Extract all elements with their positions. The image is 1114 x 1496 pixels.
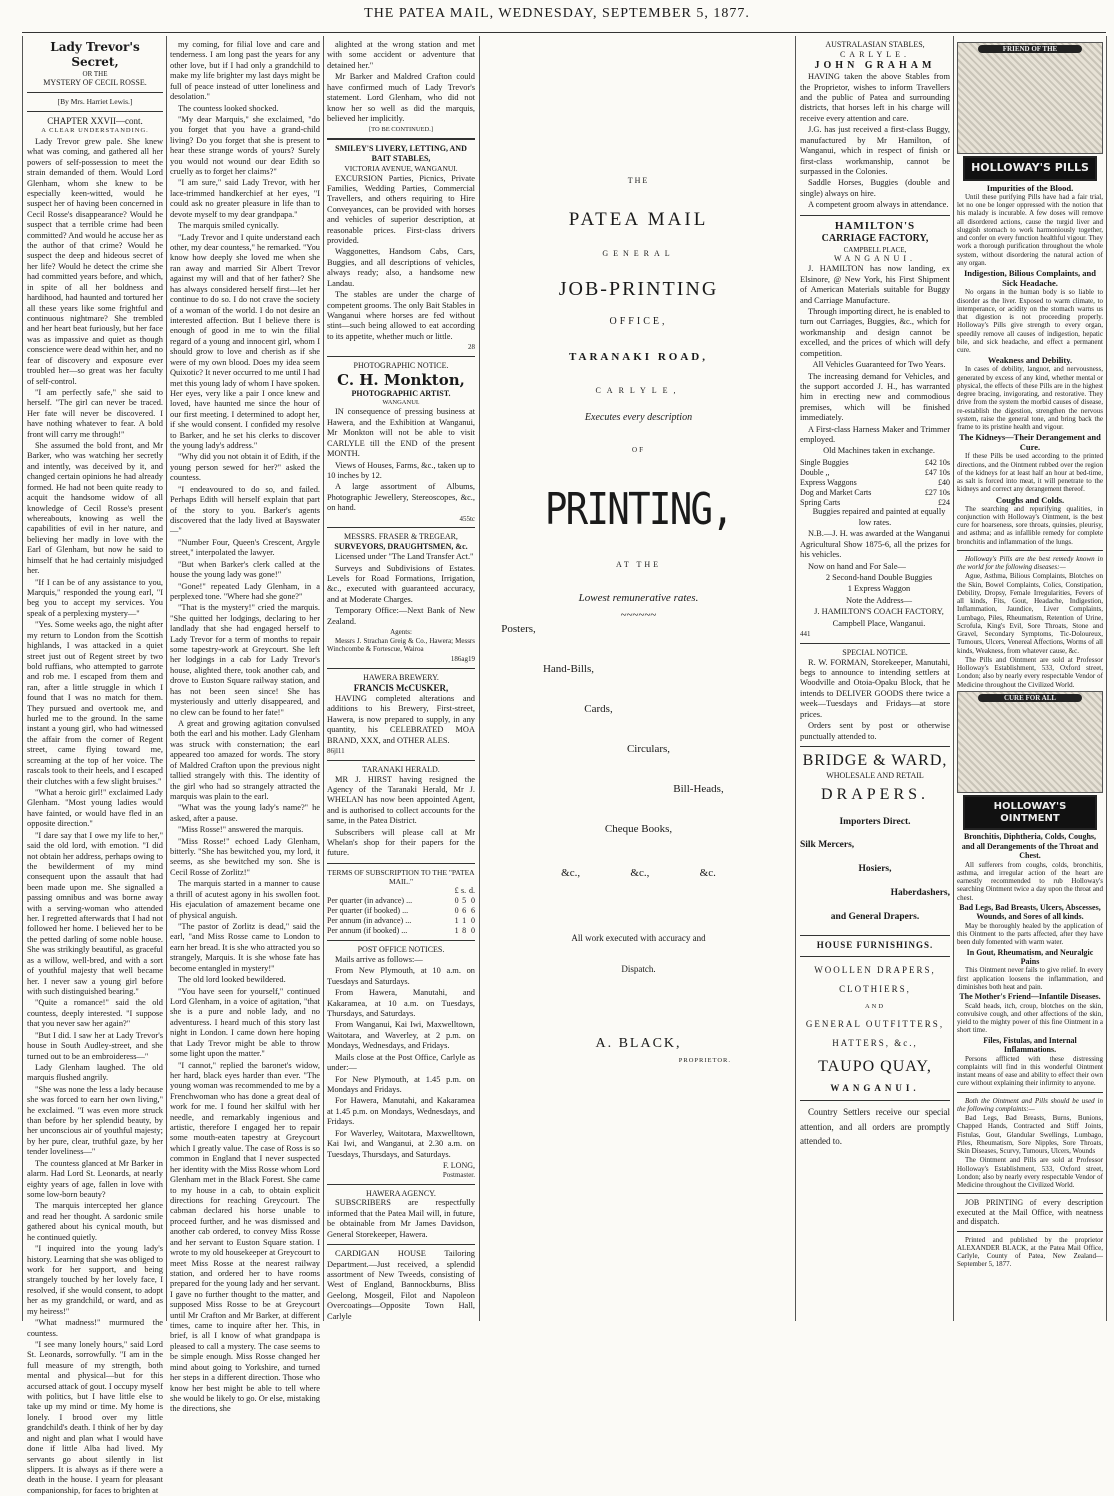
column-rule (166, 36, 167, 1321)
divider (800, 935, 950, 936)
terms-cell: 6 (462, 906, 467, 916)
ad-place: CAMPBELL PLACE, (843, 245, 907, 254)
ad-heading: PHOTOGRAPHIC NOTICE. (353, 360, 449, 370)
ad-text: Campbell Place, Wanganui. (832, 618, 926, 628)
ad-of: OF (632, 446, 645, 455)
job-etc-item: &c., (630, 867, 650, 880)
divider (327, 940, 475, 941)
paragraph: "I am sure," said Lady Trevor, with her lace-trimmed handkerchief at her eyes, "I could ask no greater pleasure in life than to devote myself to my dear grandpapa." (170, 178, 320, 219)
section-title: Files, Fistulas, and Internal Inflammations. (983, 1035, 1077, 1055)
terms-cell: Per quarter (if booked) ... (327, 906, 409, 916)
ad-job-printing: JOB-PRINTING (558, 278, 719, 301)
price-table (800, 458, 950, 508)
ad-dispatch: Dispatch. (621, 964, 656, 974)
ad-subheading: CARRIAGE FACTORY, (821, 233, 929, 245)
paragraph: She assumed the bold front, and Mr Barker, who was watching her secretly and intently, was deceived by it, and changed certain opinions he had already formed. He had not been quite ready to acquit the handsome widow of all knowledge of Cecil Rosse's present whereabouts, knowing as well the capabilities of evil in her nature, and believing her madly in love with the Earl of Glenham, but now he said to himself that he had certainly misjudged her. (27, 441, 163, 576)
holloway-ointment-emblem (957, 691, 1103, 793)
ad-place: WANGANUI. (382, 399, 420, 407)
divider (327, 527, 475, 528)
ad-name: FRANCIS McCUSKER, (353, 682, 449, 693)
paragraph: The old lord looked bewildered. (178, 975, 286, 985)
section-title: Indigestion, Bilious Complaints, and Sick Headache. (963, 268, 1097, 289)
bw-item: HATTERS, &c., (832, 1038, 918, 1049)
terms-cell: 1 (454, 926, 459, 936)
column-rule (795, 36, 796, 1321)
section-text: The Pills and Ointment are sold at Professor Holloway's Establishment, 533, Oxford street, London; also by nearly every respectable Vendor of Medicine throughout the Civilized World. (957, 655, 1103, 689)
ad-text: All Vehicles Guaranteed for Two Years. (812, 360, 946, 370)
postmaster-title: Postmaster. (442, 1170, 475, 1179)
paragraph: "I endeavoured to do so, and failed. Perhaps Edith will herself explain that part of the story to you. Barker's agents discovered that the lady lived at Bayswater—" (170, 484, 320, 536)
column-rule (479, 36, 480, 1321)
agents-heading: Agents: (390, 628, 412, 637)
ad-text: CARDIGAN HOUSE Tailoring Department.—Just received, a splendid assortment of New Tweeds, consisting of West of England, Bannockburns, Bliss Geelong, Mosgeil, Filot and Napoleon Overcoatings—Opposite Town Hall, Carlyle (327, 1249, 475, 1321)
ad-text: Now on hand and For Sale— (808, 561, 906, 571)
terms-cell: 0 (454, 906, 459, 916)
section-title: Coughs and Colds. (995, 494, 1065, 505)
complaints-list: Bad Legs, Bad Breasts, Burns, Bunions, Chapped Hands, Contracted and Stiff Joints, Fistulas, Gout, Glandular Swellings, Lumbago, Piles, Rheumatism, Sore Nipples, Sore Throats, Skin Diseases, Scurvy, Tumours, Ulcers, Wounds (957, 1114, 1103, 1156)
holloway-ointment-title: HOLLOWAY'S OINTMENT (963, 795, 1097, 831)
paragraph: Lady Glenham laughed. The old marquis flushed angrily. (27, 1062, 163, 1083)
section-text: May be thoroughly healed by the application of this Ointment to the parts affected, after they have been duly fomented with warm water. (957, 921, 1103, 947)
job-printing-note: JOB PRINTING of every description executed at the Mail Office, with neatness and dispatch. (957, 1198, 1103, 1227)
section-text: This Ointment never fails to give relief. In every first application loosens the inflammation, and diminishes both heat and pain. (957, 966, 1103, 991)
ad-text: The increasing demand for Vehicles, and the support accorded J. H., has warranted him in erecting new and commodious premises, which will be finished immediately. (800, 371, 950, 423)
section-text: If these Pills be used according to the printed directions, and the Ointment rubbed over the region of the kidneys for at least half an hour at bed-time, as salt is forced into meat, it will penetrate to the kidneys and correct any derangement thereof. (957, 452, 1103, 494)
ad-at-the: AT THE (615, 559, 662, 569)
column-6-holloway (957, 40, 1103, 1320)
divider (800, 215, 950, 216)
ad-text: Old Machines taken in exchange. (823, 446, 935, 456)
bw-item: Haberdashers, (890, 887, 950, 898)
ad-text: Views of Houses, Farms, &c., taken up to 10 inches by 12. (327, 460, 475, 480)
paragraph: "What a heroic girl!" exclaimed Lady Glenham. "Most young ladies would have fainted, or would have fled in an opposite direction." (27, 787, 163, 829)
column-3-notices (327, 40, 475, 1320)
ad-code: 455tc (459, 514, 475, 523)
ad-taranaki-road: TARANAKI ROAD, (569, 350, 708, 363)
paragraph: For Waverley, Waitotara, Maxwelltown, Kai Iwi, and Wanganui, at 2.30 a.m. on Tuesdays, Thursdays, and Saturdays. (327, 1128, 475, 1159)
ad-code: 28 (468, 343, 475, 352)
ad-text: The stables are under the charge of competent grooms. The only Bait Stables in Wanganui where horses are fed without stint—such being allowed to eat according to its appetite, whether much or little. (327, 290, 475, 341)
job-printing-ad: THE PATEA MAIL GENERAL JOB-PRINTING OFFICE, TARANAKI ROAD, CARLYLE, Executes every description OF PRINTING, AT THE Lowest remunerative rates. ~~~~~~ Posters, Hand-Bills, Cards, Circulars, Bill-Heads, Cheque Books, &c., &c., &c. All work executed with accuracy and Dispatch. A. BLACK, PROPRIETOR. (486, 40, 791, 1320)
job-etc-item: &c., (561, 867, 581, 880)
divider (800, 1100, 950, 1101)
terms-header-row (327, 886, 475, 896)
bw-item: GENERAL OUTFITTERS, (805, 1018, 945, 1029)
paragraph: For New Plymouth, at 1.45 p.m. on Mondays and Fridays. (327, 1074, 475, 1094)
ad-place: WANGANUI. (830, 1083, 920, 1094)
paragraph: "Yes. Some weeks ago, the night after my return to London from the Scottish highlands, I was attacked in a quiet street just out of Regent street by two bold ruffians, who attempted to garrote and rob me. I escaped from them and ran, after a little struggle in which I found that I was no match for them. They pursued and overtook me, and hurled me to the ground. In the same instant a young girl, who had witnessed the affair from the corner of Regent street, came flying toward me, screaming at the top of her voice. The rascals took to their heels, and I escaped their clutches with a few slight bruises." (27, 620, 163, 786)
ad-text: 1 Express Waggon (847, 584, 911, 594)
terms-cell: Per annum (in advance) ... (327, 916, 412, 926)
price-cell: Dog and Market Carts (800, 487, 872, 497)
job-item: Posters, (501, 623, 536, 636)
terms-cell: Per annum (if booked) ... (327, 926, 408, 936)
section-title: Weakness and Debility. (987, 355, 1073, 366)
price-cell: £24 (938, 497, 950, 507)
ad-code: 441 (800, 630, 811, 639)
holloway-pills-emblem (957, 42, 1103, 154)
bw-item: AND (864, 1002, 886, 1010)
ad-text: Saddle Horses, Buggies (double and single) always on hire. (800, 178, 950, 198)
ad-text: N.B.—J. H. was awarded at the Wanganui Agricultural Show 1875-6, all the prizes for his vehicles. (800, 529, 950, 560)
section-text: In cases of debility, languor, and nervousness, generated by excess of any kind, whether mental or physical, the effects of these Pills are in the highest degree bracing, invigorating, and restorative. They drive from the system the morbid causes of disease, re-establish the digestion, strengthen the nervous system, raise the general tone, and bring back the frame to its pristine health and vigour. (957, 365, 1103, 432)
paragraph: alighted at the wrong station and met with some accident or adventure that detained her." (327, 40, 475, 70)
ad-place: CARLYLE. (839, 49, 911, 59)
ad-text: Subscribers will please call at Mr Whelan's shop for their papers for the future. (327, 827, 475, 858)
terms-cell: Per quarter (in advance) ... (327, 896, 413, 906)
price-cell: £47 10s (924, 467, 950, 477)
price-cell: Spring Carts (800, 497, 841, 507)
terms-header-cell: £ (454, 886, 459, 896)
divider (327, 1244, 475, 1245)
divider (327, 1184, 475, 1185)
terms-cell: 5 (462, 896, 467, 906)
divider (327, 760, 475, 761)
paragraph: "That is the mystery!" cried the marquis. "She quitted her lodgings, declaring to her landlady that she had engaged herself to Lady Trevor for a term of months to repair some tapestry-work at Greycourt. She left her lodgings in a cab for Lady Trevor's house, alighted there, took another cab, and drove to Euston Square railway station, and has not been seen since! She has mysteriously and utterly disappeared, and no clew can be found to her fate!" (170, 603, 320, 717)
ad-text: J.G. has just received a first-class Buggy, manufactured by Mr Hamilton, of Wanganui, which in respect of finish or first-class workmanship, cannot be surpassed in the Colonies. (800, 125, 950, 176)
paragraph: "I see many lonely hours," said Lord St. Leonards, sorrowfully. "I am in the full measure of my strength, both mental and physical—but for this accursed attack of gout. I occupy myself with politics, but I have little else to take up my mind or time. My home is lonely. I brood over my little grandchild's death. I think of her by day and night and plan what I would have done if little Alba had lived. My servants go about silently in list slippers. It is always as if there were a death in the house. I yearn for pleasant companionship, for faces to brighten at (27, 1339, 163, 1495)
column-rule (22, 36, 23, 1321)
paragraph: The marquis smiled cynically. (178, 221, 279, 231)
paragraph: "What was the young lady's name?" he asked, after a pause. (170, 803, 320, 823)
terms-header-cell: d. (469, 886, 475, 896)
post-intro: Mails arrive as follows:— (335, 954, 423, 964)
ad-text: R. W. FORMAN, Storekeeper, Manutahi, begs to announce to intending settlers at Woodville and Otoia-Opaku Block, that he intends to DELIVER GOODS there twice a week—Tuesdays and Fridays—at store prices. (800, 657, 950, 719)
job-item: Circulars, (626, 743, 671, 756)
paragraph: Lady Trevor grew pale. She knew what was coming, and gathered all her powers of self-possession to meet the strain demanded of them. Would Lord Glenham, whom she knew to be especially keen-witted, would he suspect her of having been concerned in Cecil Rosse's disappearance? Would he suspect that a terrible crime had been committed? And would he accuse her as the author of that crime? Would he suspect the deep and hideous secret of her life? Would he detect the crime she had committed years before, and which, in spite of all her boldness and hardihood, had haunted and tortured her all these years like some frightful and continuous nightmare? She trembled and her heart beat furiously, but her face was as impassive and quiet as though conscience were dead within her, and no fear of discovery and exposure ever troubled her—so great was her faculty of self-control. (27, 136, 163, 386)
paragraph: The countess glanced at Mr Barker in alarm. Had Lord St. Leonards, at nearly eighty years of age, fallen in love with some low-born beauty? (27, 1158, 163, 1200)
job-item: Cheque Books, (604, 823, 673, 836)
paragraph: "But I did. I saw her at Lady Trevor's house in South Audley-street, and she turned out to be an embroideress—" (27, 1030, 163, 1061)
terms-cell: 0 (454, 896, 459, 906)
price-cell: £40 (938, 477, 950, 487)
divider (800, 956, 950, 957)
bw-item: and General Drapers. (830, 911, 920, 922)
section-text: Scald heads, itch, croup, blotches on the skin, convulsive cough, and other affections of the skin, yield to the mighty power of this fine Ointment in a short time. (957, 1001, 1103, 1035)
ad-general: GENERAL (602, 249, 675, 259)
section-text: Both the Ointment and Pills should be used in the following complaints:— (957, 1096, 1103, 1113)
terms-row (327, 906, 475, 916)
terms-table (327, 886, 475, 936)
paragraph: The countess looked shocked. (178, 103, 279, 113)
ad-heading: SPECIAL NOTICE. (842, 647, 908, 657)
ad-text: Surveys and Subdivisions of Estates. Levels for Road Formations, Irrigation, &c., executed with guaranteed accuracy, and at Moderate Charges. (327, 563, 475, 604)
ad-subheading: SURVEYORS, DRAUGHTSMEN, &c. (334, 542, 468, 552)
ad-text: A competent groom always in attendance. (808, 200, 949, 210)
bw-item: WOOLLEN DRAPERS, (814, 964, 936, 975)
divider (327, 138, 475, 140)
ad-heading: HAWERA BREWERY. (363, 672, 439, 682)
paragraph: "I dare say that I owe my life to her," said the old lord, with emotion. "I did not obtain her address, perhaps owing to the bewilderment of my mind consequent upon the assault that had been made upon me. She signalled a passing omnibus and was borne away with a serving-woman who attended her. I regretted afterwards that I had not followed her home. I believed her to be the petted darling of some noble house. She was strikingly beautiful, as graceful as a willow, well-bred, and with a sort of youthful majesty that well became her. I never saw a young girl before with such distinguished bearing." (27, 830, 163, 996)
ad-subheading: PHOTOGRAPHIC ARTIST. (351, 389, 451, 399)
ad-text: Buggies repaired and painted at equally low rates. (812, 507, 946, 527)
section-text: The Ointment and Pills are sold at Professor Holloway's Establishment, 533, Oxford street, London; also by nearly every respectable Vendor of Medicine throughout the Civilized World. (957, 1156, 1103, 1190)
section-title: The Kidneys—Their Derangement and Cure. (959, 432, 1101, 453)
divider (327, 356, 475, 357)
divider (327, 863, 475, 864)
byline: [By Mrs. Harriet Lewis.] (57, 97, 133, 107)
paragraph: my coming, for filial love and care and tenderness. I am long past the years for any other love, but if I had only a grandchild to make my life brighter my last days might be full of peace instead of utter loneliness and desolation." (170, 40, 320, 102)
paragraph: The marquis started in a manner to cause a thrill of acutest agony in his swollen foot. His ejaculation of amazement became one of physical anguish. (170, 879, 320, 920)
story-body (170, 40, 320, 1415)
bw-items (800, 965, 950, 1050)
price-cell: Express Waggons (800, 477, 857, 487)
paragraph: "Number Four, Queen's Crescent, Argyle street," interpolated the lawyer. (170, 537, 320, 558)
ad-text: Licensed under "The Land Transfer Act." (335, 552, 474, 562)
ad-text: J. HAMILTON'S COACH FACTORY, (814, 607, 944, 617)
paragraph: "Gone!" repeated Lady Glenham, in a perplexed tone. "Where had she gone?" (170, 581, 320, 601)
terms-cell: 6 (471, 906, 475, 916)
price-row (800, 498, 950, 508)
column-rule (953, 36, 954, 1321)
story-subtitle: MYSTERY OF CECIL ROSSE. (43, 78, 147, 88)
chapter-heading: CHAPTER XXVII—cont. (47, 115, 143, 126)
ad-place: WANGANUI. (834, 254, 916, 264)
ad-text: HAVING completed alterations and additions to his Brewery, First-street, Hawera, is now prepared to supply, in any quantity, his CELEBRATED MOA BRAND, XXX, and OTHER ALES. (327, 693, 475, 745)
ad-text: Through importing direct, he is enabled to turn out Carriages, Buggies, &c., which for workmanship and design cannot be excelled, and the prices of which will defy competition. (800, 306, 950, 358)
paragraph: From Wanganui, Kai Iwi, Maxwelltown, Waitotara, and Waverley, at 2 p.m. on Mondays, Wednesdays, and Fridays. (327, 1020, 475, 1051)
price-cell: £27 10s (924, 487, 950, 497)
paragraph: "Quite a romance!" said the old countess, deeply interested. "I suppose that you never saw her again?" (27, 998, 163, 1029)
masthead-rule (22, 32, 1106, 33)
diseases-list: Ague, Asthma, Bilious Complaints, Blotches on the Skin, Bowel Complaints, Colics, Constipation, Debility, Dropsy, Female Irregularities, Fevers of all kinds, Fits, Gout, Headache, Indigestion, Inflammation, Jaundice, Liver Complaints, Lumbago, Piles, Rheumatism, Retention of Urine, Scrofula, King's Evil, Sore Throats, Stone and Gravel, Secondary Symptoms, Tic-Doloureux, Tumours, Ulcers, Venereal Affections, Worms of all kinds, Weakness, from whatever cause, &c. (957, 572, 1103, 655)
divider (957, 550, 1103, 551)
job-etc (536, 867, 741, 881)
divider (27, 92, 163, 93)
section-text: The searching and repurifying qualities, in conjunction with Holloway's Ointment, is the best cure for hoarseness, sore throats, quinsies, pleurisy, and asthma; and as infallible remedy for complete bronchitis and inflammation of the lungs. (957, 504, 1103, 546)
ad-subheading: HOUSE FURNISHINGS. (816, 940, 934, 951)
ad-heading: AUSTRALASIAN STABLES, (825, 40, 925, 49)
emblem-banner: CURE FOR ALL (978, 694, 1082, 702)
divider (800, 643, 950, 644)
ad-code: 186ag19 (450, 655, 475, 664)
ad-text: IN consequence of pressing business at Hawera, and the Exhibition at Wanganui, Mr Monkton will not be able to visit CARLYLE till the END of the present MONTH. (327, 407, 475, 459)
paragraph: "But when Barker's clerk called at the house the young lady was gone!" (170, 559, 320, 580)
section-title: In Gout, Rheumatism, and Neuralgic Pains (966, 947, 1094, 967)
terms-header-cell (327, 886, 453, 896)
paragraph: "Why did you not obtain it of Edith, if the young person sewed for her?" asked the countess. (170, 452, 320, 483)
terms-cell: 1 (462, 916, 467, 926)
section-title: The Mother's Friend—Infantile Diseases. (959, 992, 1101, 1002)
ad-text: J. HAMILTON has now landing, ex Elsinore, @ New York, his First Shipment of American Materials suitable for Buggy and Carriage Manufacture. (800, 264, 950, 305)
divider (27, 111, 163, 112)
job-item: Cards, (584, 703, 613, 716)
terms-cell: 0 (471, 916, 475, 926)
agents-text: Messrs J. Strachan Greig & Co., Hawera; Messrs Winchcombe & Fortescue, Wairoa (327, 636, 475, 654)
masthead: THE PATEA MAIL, WEDNESDAY, SEPTEMBER 5, 1877. (364, 6, 750, 21)
ad-text: 2 Second-hand Double Buggies (825, 572, 933, 582)
ad-subheading: DRAPERS. (820, 785, 930, 803)
paragraph: The marquis intercepted her glance and read her thought. A sardonic smile gathered about his cynical mouth, but he continued quietly. (27, 1201, 163, 1242)
ad-heading: POST OFFICE NOTICES. (357, 945, 445, 954)
column-rule (323, 36, 324, 1321)
paragraph: "The pastor of Zorlitz is dead," said the earl, "and Miss Rosse came to London to earn her bread. It is she who attracted you so strangely, Marquis. It is she whose fate has become entangled in mystery!" (170, 922, 320, 973)
price-cell: £42 10s (924, 457, 950, 467)
column-1-story (27, 40, 163, 1495)
paragraph: "If I can be of any assistance to you, Marquis," responded the young earl, "I beg you to accept my services. You speak of a perplexing mystery—" (27, 577, 163, 618)
ad-text: A First-class Harness Maker and Trimmer employed. (800, 424, 950, 445)
ad-name: TAUPO QUAY, (818, 1058, 932, 1076)
terms-heading: TERMS OF SUBSCRIPTION TO THE "PATEA MAIL." (327, 867, 475, 887)
column-5-ads (800, 40, 950, 1320)
job-item: Bill-Heads, (673, 783, 724, 796)
ad-carlyle: CARLYLE, (595, 386, 682, 396)
ad-all-work: All work executed with accuracy and (571, 932, 706, 943)
bw-item: CLOTHIERS, (839, 983, 911, 994)
terms-row (327, 926, 475, 936)
ad-heading: HAMILTON'S (834, 219, 916, 232)
ad-heading: MESSRS. FRASER & TREGEAR, (344, 532, 458, 542)
story-body (27, 137, 163, 1496)
section-text: All sufferers from coughs, colds, bronchitis, asthma, and irregular action of the heart are earnestly recommended to rub Holloway's searching Ointment twice a day upon the throat and chest. (957, 860, 1103, 902)
paragraph: "I am perfectly safe," she said to herself. "The girl can never be traced. Her fate will never be discovered. I have nothing whatever to fear. A bold front will carry me through!" (27, 387, 163, 439)
holloway-pills-title: HOLLOWAY'S PILLS (963, 156, 1097, 181)
ad-text: A large assortment of Albums, Photographic Jewellery, Stereoscopes, &c., on hand. (327, 482, 475, 513)
ad-text: Country Settlers receive our special attention, and all orders are promptly attended to. (800, 1107, 950, 1146)
story-end (327, 40, 475, 124)
paragraph: For Hawera, Manutahi, and Kakaramea at 1.45 p.m. on Mondays, Wednesdays, and Fridays. (327, 1096, 475, 1127)
story-title: Lady Trevor's Secret, (50, 40, 140, 69)
section-text: Holloway's Pills are the best remedy known in the world for the following diseases:— (957, 554, 1103, 572)
emblem-banner: FRIEND OF THE (978, 45, 1082, 53)
ad-text: Orders sent by post or otherwise punctually attended to. (800, 721, 950, 741)
bw-item: Importers Direct. (839, 816, 911, 827)
postmaster-name: F. LONG, (442, 1160, 475, 1170)
divider (957, 1193, 1103, 1194)
ad-executes: Executes every description (584, 412, 693, 424)
terms-row (327, 896, 475, 906)
column-rule (1106, 36, 1107, 1321)
ad-lowest-rates: Lowest remunerative rates. (578, 591, 699, 604)
paragraph: "Miss Rosse!" echoed Lady Glenham, bitterly. "She has bewitched you, my lord, it seems, as she bewitched my son. She is Cecil Rosse of Zorlitz!" (170, 836, 320, 877)
job-items (486, 623, 791, 859)
ad-name: C. H. Monkton, (337, 370, 465, 389)
price-row (800, 458, 950, 468)
ad-text: MR J. HIRST having resigned the Agency of the Taranaki Herald, Mr J. WHELAN has now been appointed Agent, and is authorised to collect accounts for the same, in the Patea District. (327, 774, 475, 826)
ad-subheading: VICTORIA AVENUE, WANGANUI. (344, 164, 458, 174)
price-cell: Single Buggies (800, 457, 849, 467)
ad-subheading: WHOLESALE AND RETAIL (826, 770, 924, 780)
terms-cell: 0 (471, 926, 475, 936)
terms-cell: 8 (462, 926, 467, 936)
imprint: Printed and published by the proprietor ALEXANDER BLACK, at the Patea Mail Office, Carlyle, County of Patea, New Zealand—September 5, 1877. (957, 1235, 1103, 1269)
divider (800, 746, 950, 747)
ad-heading: SMILEY'S LIVERY, LETTING, AND BAIT STABLES, (335, 144, 467, 164)
paragraph: "Miss Rosse!" answered the marquis. (178, 825, 304, 835)
job-item: Hand-Bills, (542, 663, 595, 676)
column-2-story (170, 40, 321, 1414)
ad-proprietor: PROPRIETOR. (678, 1056, 731, 1064)
divider (957, 1092, 1103, 1093)
terms-row (327, 916, 475, 926)
ad-proprietor-name: A. BLACK, (595, 1036, 682, 1052)
ad-heading: TARANAKI HERALD. (362, 764, 440, 774)
ad-text: HAVING taken the above Stables from the Proprietor, wishes to inform Travellers and the public of Patea and surrounding districts, that horses left in his charge will receive every attention and care. (800, 72, 950, 123)
paragraph: From Hawera, Manutahi, and Kakaramea, at 10 a.m. on Tuesdays, Thursdays, and Saturdays. (327, 988, 475, 1019)
section-text: No organs in the human body is so liable to disorder as the liver. Exposed to warm climate, to intemperance, or acidity on the stomach warns us that digestion is not proceeding properly. Holloway's Pills give strength to every organ, speedily remove all causes of indigestion, hepatic bile, and sick headache, and effect a permanent cure. (957, 288, 1103, 355)
price-cell: Double ,, (800, 467, 830, 477)
price-row (800, 468, 950, 478)
paragraph: A great and growing agitation convulsed both the earl and his mother. Lady Glenham was struck with consternation; the earl appeared too amazed for words. The story of Maldred Crafton upon the previous night tallied strangely with this. The identity of the girl who had so strangely attracted the marquis was plain to the earl. (170, 719, 320, 801)
price-row (800, 478, 950, 488)
paragraph: "My dear Marquis," she exclaimed, "do you forget that you have a grand-child living? Do you forget that she is present to hear these strange words of yours? Surely you would not wound our dear Edith so cruelly as to forget her claims?" (170, 114, 320, 177)
ad-name: JOHN GRAHAM (814, 59, 936, 71)
job-etc-item: &c. (699, 867, 716, 880)
terms-header-cell: s. (461, 886, 467, 896)
section-text: Until these purifying Pills have had a fair trial, let no one be longer oppressed with the notion that his malady is incurable. A few doses will remove all disordered actions, cause the turgid liver and sluggish stomach to work harmoniously together, and confer on every function healthful vigour. They work a thorough purification throughout the whole system, without disordering the natural action of any organ. (957, 192, 1103, 267)
divider (957, 1231, 1103, 1232)
ad-text: Note the Address— (845, 595, 913, 605)
ad-office: OFFICE, (609, 316, 668, 328)
paragraph: "What madness!" murmured the countess. (27, 1318, 163, 1338)
to-be-continued: [TO BE CONTINUED.] (369, 126, 433, 134)
chapter-subheading: A CLEAR UNDERSTANDING. (41, 126, 149, 134)
ad-text: SUBSCRIBERS are respectfully informed that the Patea Mail will, in future, be obtainable from Mr James Davidson, General Storekeeper, Hawera. (327, 1198, 475, 1239)
story-subtitle: OR THE (82, 69, 108, 78)
ad-name: BRIDGE & WARD, (802, 752, 948, 769)
ad-printing: PRINTING, (544, 484, 733, 536)
bw-item: Hosiers, (858, 864, 892, 875)
price-row (800, 488, 950, 498)
ad-the: THE (627, 176, 650, 185)
paragraph: "I inquired into the young lady's history. Learning that she was obliged to work for her support, and being strangely touched by her lovely face, I resolved, if she would consent, to adopt her as my grandchild, or ward, and as my heiress!" (27, 1244, 163, 1316)
paragraph: "You have seen for yourself," continued Lord Glenham, in a voice of agitation, "that she is a pure and noble lady, and no adventuress. I heard much of this story last night in London. I came down here hoping that Lady Trevor might be able to throw some light upon the matter." (170, 986, 320, 1059)
paragraph: "She was none the less a lady because she was forced to earn her own living," he exclaimed. "I was even more struck than before by her splendid beauty, by her unconscious air of youthful majesty; by her pure, clear, truthful gaze, by her tender loveliness—" (27, 1084, 163, 1157)
bw-items (800, 817, 950, 924)
terms-cell: 1 (454, 916, 459, 926)
paragraph: Mails close at the Post Office, Carlyle as under:— (327, 1052, 475, 1073)
section-title: Bad Legs, Bad Breasts, Ulcers, Abscesses, Wounds, and Sores of all kinds. (959, 902, 1101, 922)
section-title: Bronchitis, Diphtheria, Colds, Coughs, and all Derangements of the Throat and Chest. (961, 832, 1099, 861)
paragraph: From New Plymouth, at 10 a.m. on Tuesdays and Saturdays. (327, 966, 475, 986)
section-text: Persons afflicted with these distressing complaints will find in this wonderful Ointment instant means of ease and ability to effect their own cure without explaining their infirmity to anyone. (957, 1054, 1103, 1088)
terms-cell: 0 (471, 896, 475, 906)
paragraph: "Lady Trevor and I quite understand each other, my dear countess," he remarked. "You know how deeply she loved me when she ran away and married Sir Albert Trevor against my will and that of her father? She has always considered herself first—let her continue to do so. I do not crave the society of a woman of the world. I do not desire an interested affection. But I believe there is enough of good in me to win the filial regard of a young and innocent girl, whom I should grow to love and cherish as if she were of my own blood. Does my idea seem Quixotic? It never occurred to me until I had met this young lady of whom I have spoken. Her eyes, very like a pair I once knew and loved, have haunted me since the hour of our first meeting. I determined to adopt her, if she would consent. I confided my resolve to Barker, and he set his clerks to discover the young lady's address." (170, 232, 320, 451)
ad-text: Waggonettes, Handsom Cabs, Cars, Buggies, and all descriptions of vehicles, always ready; also, a handsome new Landau. (327, 247, 475, 288)
ad-text: Temporary Office:—Next Bank of New Zealand. (327, 606, 475, 626)
bw-item: Silk Mercers, (800, 840, 855, 851)
post-body (327, 966, 475, 1160)
ad-text: EXCURSION Parties, Picnics, Private Families, Wedding Parties, Commercial Travellers, and others requiring to Hire Conveyances, can be provided with horses and vehicles of superior description, at reasonable prices. First-class drivers provided. (327, 173, 475, 246)
section-title: Impurities of the Blood. (986, 182, 1074, 193)
paragraph: Mr Barker and Maldred Crafton could have confirmed much of Lady Trevor's statement. Lord Glenham, who did not know her so well as did the marquis, believed her implicitly. (327, 72, 475, 123)
ad-code: 86jl11 (327, 746, 345, 755)
paragraph: "I cannot," replied the baronet's widow, her hard, black eyes harder than ever. "The young woman was recommended to me by a Frenchwoman who has done a great deal of work for me. I found her skilful with her needle, and remarkably ingenious and artistic, therefore I engaged her to repair some mouth-eaten tapestry at Greycourt which I greatly value. The case of Ross is so common in England that I never suspected her identity with the Miss Rosse whom Lord Glenham met in the Black Forest. She came to my house in a cab, to obtain explicit directions for reaching Greycourt. The cabman declared his horse unable to proceed further, and he was dismissed and another cab ordered, to convey Miss Rosse and her servant to Euston Square station. I wrote to my old housekeeper at Greycourt to meet Miss Rosse at the nearest railway station, and ordered her to have rooms prepared for the young lady and her servant. I gave no further thought to the matter, and supposed Miss Rosse to be at Greycourt until Mr Crafton and Mr Barker, at different times, came to inquire after her. This, in brief, is all I know of what grandpapa is pleased to call a mystery. The case seems to be simple enough. Miss Rosse changed her mind about going to Yorkshire, and turned her steps in a different direction. Those who know her best might be able to tell where she would be likely to go. Or else, mistaking the directions, she (170, 1060, 321, 1414)
ad-heading: HAWERA AGENCY. (366, 1188, 436, 1198)
ad-patea-mail: PATEA MAIL (568, 208, 709, 230)
